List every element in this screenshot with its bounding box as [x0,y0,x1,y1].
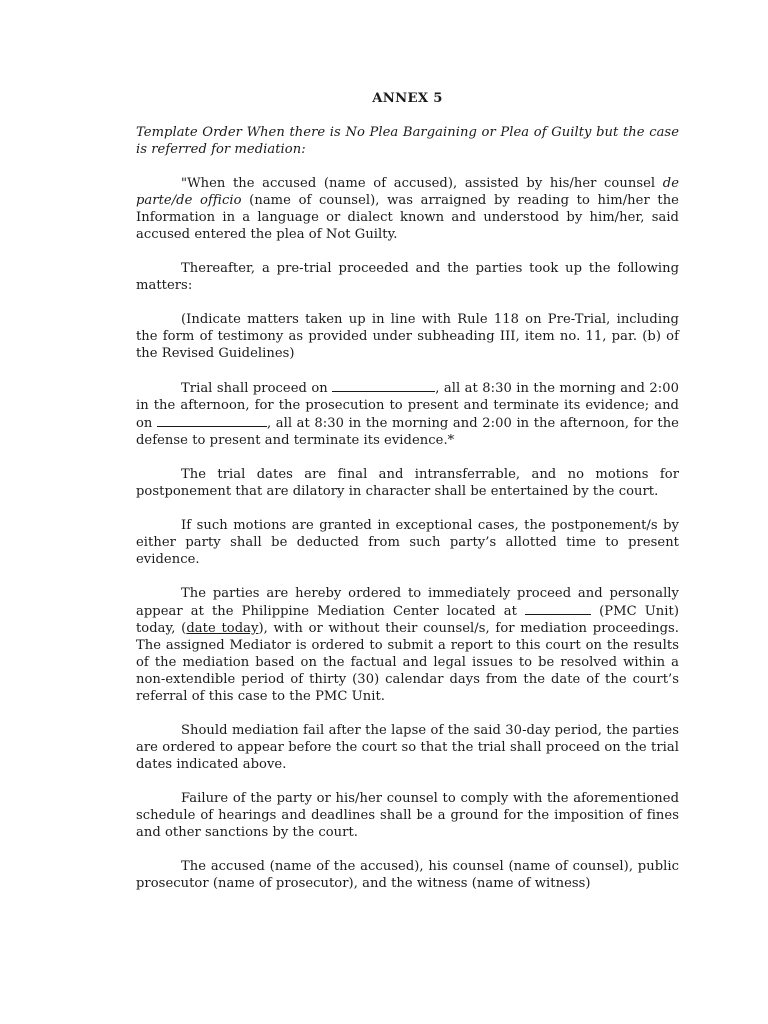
date-blank-prosecution [332,379,435,392]
document-body [136,90,679,909]
paragraph-sanctions: Failure of the party or his/her counsel to comply with the aforementioned schedule of hearings and deadlines shall be a ground for the imposition of fines and other sanctions by the court. [136,791,679,840]
paragraph-postponements: If such motions are granted in exceptional cases, the postponement/s by either party shall be deducted from such party’s allotted time to present evidence. [136,518,679,567]
paragraph-trial-dates-final: The trial dates are final and intransferrable, and no motions for postponement that are dilatory in character shall be entertained by the court. [136,467,679,499]
location-blank [525,602,591,615]
date-blank-defense [157,414,267,427]
paragraph-attendance: The accused (name of the accused), his counsel (name of counsel), public prosecutor (name of prosecutor), and the witness (name of witness) [136,859,679,891]
paragraph-mediation-fail: Should mediation fail after the lapse of the said 30-day period, the parties are ordered to appear before the court so that the trial shall proceed on the trial dates indicated above. [136,723,679,772]
annex-title: ANNEX 5 [372,91,443,106]
paragraph-mediation-order: The parties are hereby ordered to immediately proceed and personally appear at the Philippine Mediation Center located at (PMC Unit) today, (date today), with or without their counsel/s, for mediation proceedings. The assigned Mediator is ordered to submit a report to this court on the results of the mediation based on the factual and legal issues to be resolved within a non-extendible period of thirty (30) calendar days from the date of the court’s referral of this case to the PMC Unit. [136,586,679,704]
paragraph-pretrial: Thereafter, a pre-trial proceeded and the parties took up the following matters: [136,261,679,293]
paragraph-arraignment: "When the accused (name of accused), assisted by his/her counsel de parte/de officio (name of counsel), was arraigned by reading to him/her the Information in a language or dialect known and understood by him/her, said accused entered the plea of Not Guilty. [136,176,679,242]
paragraph-trial-schedule: Trial shall proceed on , all at 8:30 in the morning and 2:00 in the afternoon, for the prosecution to present and terminate its evidence; and on , all at 8:30 in the morning and 2:00 in the afternoon, for the defense to present and terminate its evidence.* [136,381,679,448]
paragraph-matters: (Indicate matters taken up in line with Rule 118 on Pre-Trial, including the form of testimony as provided under subheading III, item no. 11, par. (b) of the Revised Guidelines) [136,312,679,361]
template-subtitle: Template Order When there is No Plea Bargaining or Plea of Guilty but the case is referred for mediation: [136,125,679,157]
